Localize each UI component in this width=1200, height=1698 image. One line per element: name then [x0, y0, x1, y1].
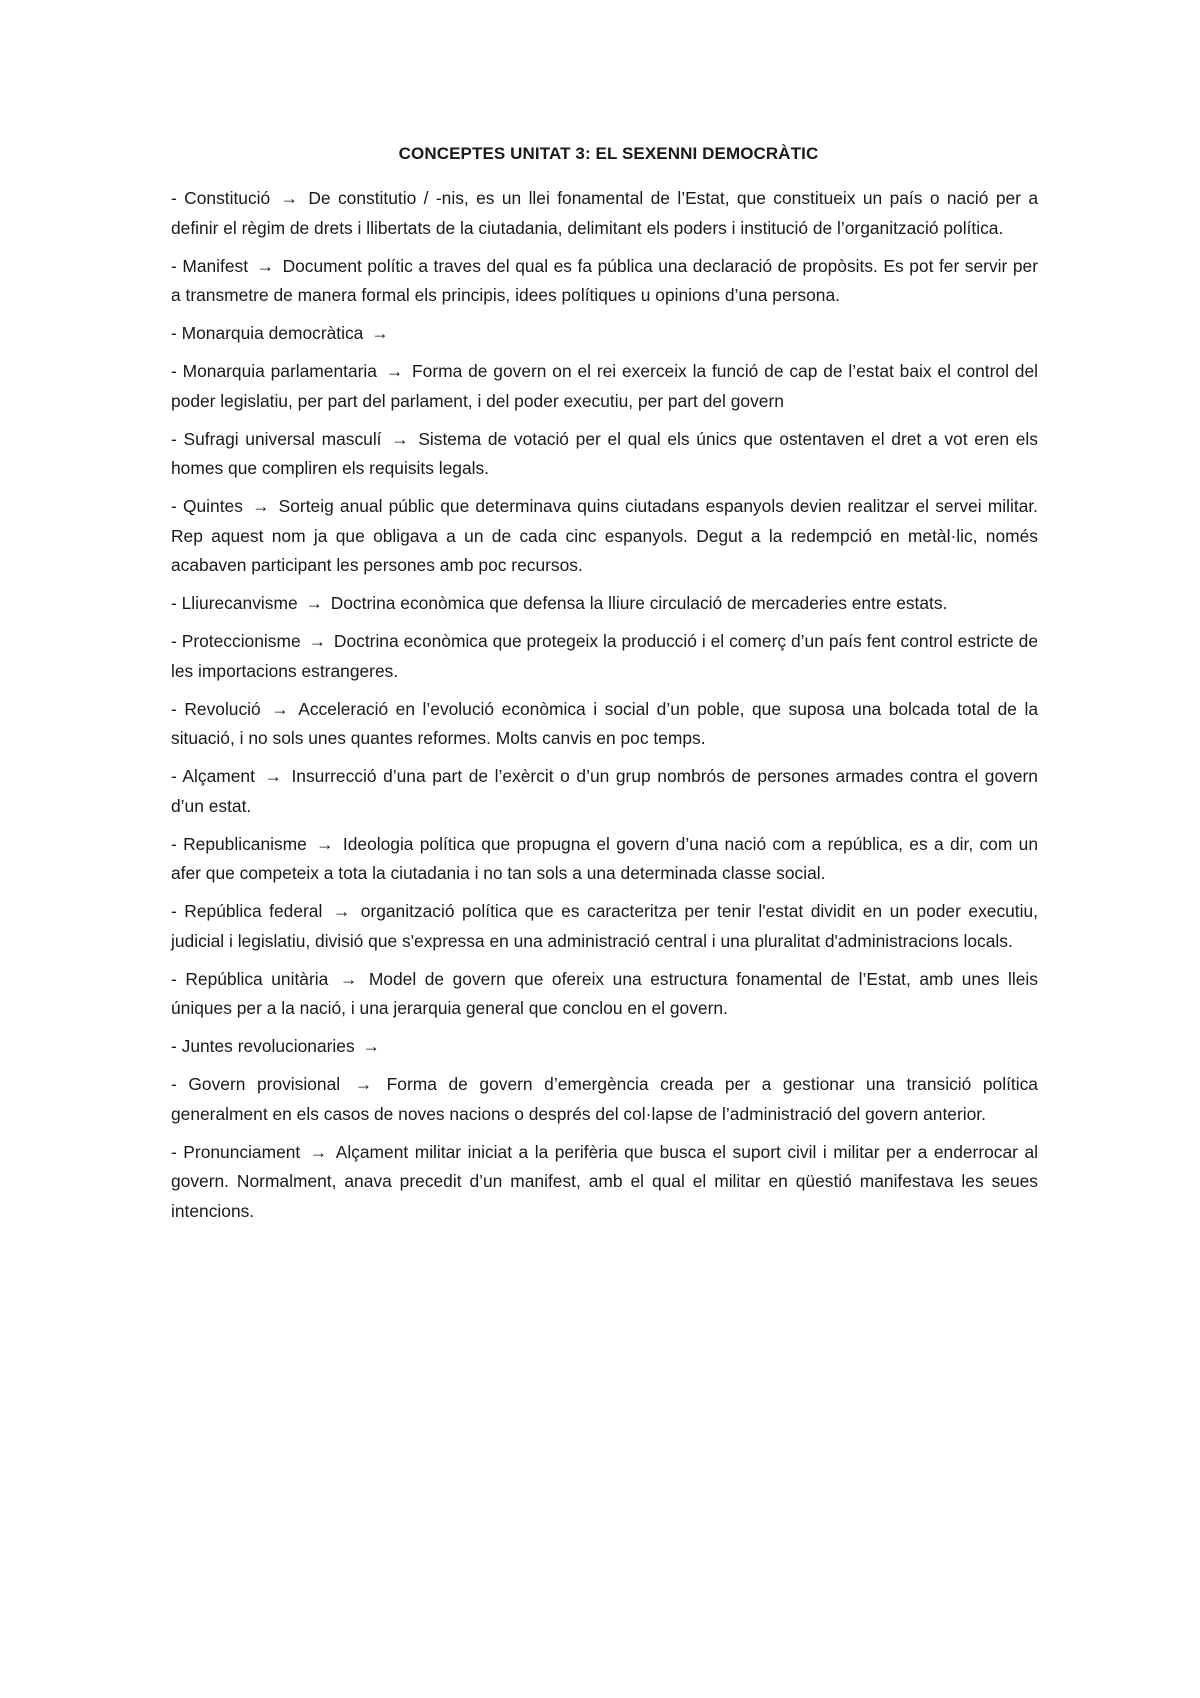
concept-entry	[171, 627, 1038, 686]
concept-term: Revolució	[184, 698, 261, 719]
concept-entry	[171, 762, 1038, 821]
concept-entry	[171, 1032, 1038, 1062]
entry-bullet: -	[171, 323, 182, 343]
concept-term: Monarquia parlamentaria	[182, 361, 377, 381]
concept-term: Juntes revolucionaries	[181, 1036, 355, 1056]
entry-bullet: -	[171, 428, 184, 449]
entry-bullet: -	[171, 766, 183, 786]
concept-list	[171, 184, 1038, 1226]
arrow-right-icon: →	[332, 901, 351, 921]
entry-bullet: -	[171, 901, 185, 921]
concept-term: Pronunciament	[183, 1141, 301, 1162]
concept-definition: Model de govern que ofereix una estructura fonamental de l’Estat, amb unes lleis úniques per a la nació, i una jerarquia general que conclou en el govern.	[171, 968, 1038, 1018]
concept-entry	[171, 1070, 1038, 1129]
concept-definition: Doctrina econòmica que protegeix la producció i el comerç d’un país fent control estricte de les importacions estrangeres.	[171, 631, 1039, 681]
entry-bullet: -	[171, 255, 183, 276]
arrow-right-icon: →	[308, 631, 326, 651]
entry-bullet: -	[171, 631, 182, 651]
concept-definition: Sistema de votació per el qual els únics que ostentaven el dret a vot eren els homes que compliren els requisits legals.	[171, 428, 1038, 478]
concept-term: Alçament	[182, 766, 255, 786]
entry-bullet: -	[171, 361, 183, 381]
concept-term: Lliurecanvisme	[181, 593, 298, 613]
entry-bullet: -	[171, 188, 185, 208]
arrow-right-icon: →	[264, 766, 282, 786]
entry-bullet: -	[171, 1036, 182, 1056]
concept-entry	[171, 695, 1038, 754]
concept-term: Republicanisme	[183, 833, 307, 854]
concept-definition: Acceleració en l’evolució econòmica i social d’un poble, que suposa una bolcada total de la situació, i no sols unes quantes reformes. Molts canvis en poc temps.	[171, 698, 1038, 748]
arrow-right-icon: →	[271, 698, 289, 719]
arrow-right-icon: →	[354, 1074, 373, 1094]
arrow-right-icon: →	[280, 188, 298, 208]
concept-term: Constitució	[184, 188, 271, 208]
concept-term: Proteccionisme	[181, 631, 301, 651]
entry-bullet: -	[171, 968, 186, 989]
concept-entry	[171, 589, 1038, 619]
arrow-right-icon: →	[316, 833, 334, 854]
arrow-right-icon: →	[339, 968, 358, 989]
concept-term: Monarquia democràtica	[181, 323, 364, 343]
entry-bullet: -	[171, 496, 183, 516]
arrow-right-icon: →	[309, 1141, 328, 1162]
arrow-right-icon: →	[371, 323, 389, 343]
entry-bullet: -	[171, 833, 184, 854]
arrow-right-icon: →	[252, 496, 270, 516]
concept-entry	[171, 425, 1038, 484]
document-title: CONCEPTES UNITAT 3: EL SEXENNI DEMOCRÀTIC	[398, 144, 819, 163]
arrow-right-icon: →	[391, 428, 409, 449]
concept-entry	[171, 965, 1038, 1024]
concept-entry	[171, 830, 1038, 889]
concept-definition: Alçament militar iniciat a la perifèria que busca el suport civil i militar per a enderrocar al govern. Normalment, anava precedit d’un manifest, amb el qual el militar en qüestió manifestava les seues intencions.	[171, 1141, 1038, 1221]
concept-definition: Ideologia política que propugna el govern d’una nació com a república, es a dir, com un afer que competeix a tota la ciutadania i no tan sols a una determinada classe social.	[171, 833, 1038, 883]
concept-definition: Insurrecció d’una part de l’exèrcit o d’un grup nombrós de persones armades contra el govern d’un estat.	[171, 766, 1038, 816]
concept-term: Manifest	[182, 255, 249, 276]
concept-entry	[171, 184, 1038, 243]
concept-term: Govern provisional	[188, 1074, 341, 1094]
arrow-right-icon: →	[305, 593, 323, 613]
concept-term: Sufragi universal masculí	[183, 428, 382, 449]
concept-entry	[171, 897, 1038, 956]
entry-bullet: -	[171, 1141, 184, 1162]
concept-entry	[171, 357, 1038, 416]
concept-definition: De constitutio / -nis, es un llei fonamental de l’Estat, que constitueix un país o nació per a definir el règim de drets i llibertats de la ciutadania, delimitant els poders i institució de l’organització política.	[171, 188, 1038, 238]
concept-term: Quintes	[182, 496, 243, 516]
concept-entry	[171, 492, 1038, 581]
arrow-right-icon: →	[385, 361, 404, 381]
arrow-right-icon: →	[362, 1036, 380, 1056]
entry-bullet: -	[171, 698, 185, 719]
concept-definition: Doctrina econòmica que defensa la lliure circulació de mercaderies entre estats.	[330, 593, 948, 613]
concept-definition: Forma de govern on el rei exerceix la funció de cap de l’estat baix el control del poder legislatiu, per part del parlament, i del poder executiu, per part del govern	[171, 361, 1038, 411]
concept-entry	[171, 319, 1038, 349]
concept-definition: Document polític a traves del qual es fa pública una declaració de propòsits. Es pot fer servir per a transmetre de manera formal els principis, idees polítiques u opinions d’una persona.	[171, 255, 1038, 305]
concept-definition: Sorteig anual públic que determinava quins ciutadans espanyols devien realitzar el servei militar. Rep aquest nom ja que obligava a un de cada cinc espanyols. Degut a la redempció en metàl·lic, només acabaven participant les persones amb poc recursos.	[171, 496, 1038, 575]
concept-entry	[171, 252, 1038, 311]
arrow-right-icon: →	[256, 255, 275, 276]
entry-bullet: -	[171, 1074, 189, 1094]
concept-term: República federal	[184, 901, 323, 921]
concept-definition: Forma de govern d’emergència creada per a gestionar una transició política generalment en els casos de noves nacions o després del col·lapse de l’administració del govern anterior.	[171, 1074, 1038, 1124]
concept-entry	[171, 1138, 1038, 1227]
entry-bullet: -	[171, 593, 182, 613]
concept-term: República unitària	[185, 968, 329, 989]
concept-definition: organització política que es caracteritza per tenir l'estat dividit en un poder executiu, judicial i legislatiu, divisió que s'expressa en una administració central i una pluralitat d'administracions locals.	[171, 901, 1039, 951]
